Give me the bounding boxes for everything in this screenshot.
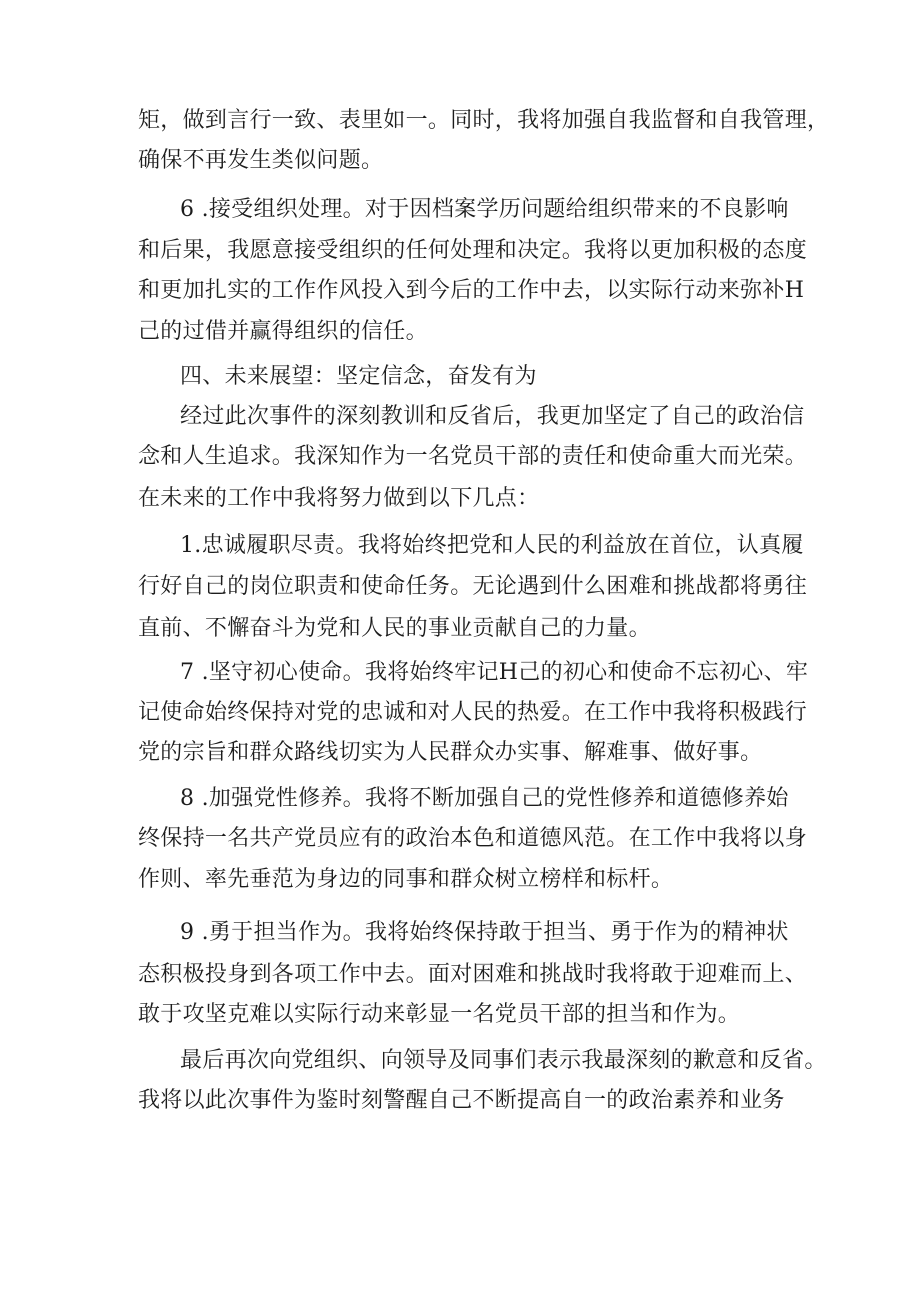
text-line: 终保持一名共产党员应有的政治本色和道德风范。在工作中我将以身 <box>138 826 808 851</box>
text-line: 行好自己的岗位职责和使命任务。无论遇到什么困难和挑战都将勇往 <box>138 574 808 599</box>
list-item-1: 1.忠诚履职尽责。我将始终把党和人民的利益放在首位，认真履 <box>180 533 804 558</box>
text-line: 在未来的工作中我将努力做到以下几点： <box>138 486 540 511</box>
list-item-8: 8 .加强党性修养。我将不断加强自己的党性修养和道德修养始 <box>180 786 789 811</box>
text-line: 态积极投身到各项工作中去。面对困难和挑战时我将敢于迎难而上、 <box>138 962 808 987</box>
paragraph-start: 经过此次事件的深刻教训和反省后，我更加坚定了自己的政治信 <box>180 404 805 429</box>
text-line: 矩，做到言行一致、表里如一。同时，我将加强自我监督和自我管理， <box>138 108 830 133</box>
text-line: 念和人生追求。我深知作为一名党员干部的责任和使命重大而光荣。 <box>138 444 808 469</box>
text-line: 我将以此次事件为鉴时刻警醒自己不断提高自一的政治素养和业务 <box>138 1088 785 1113</box>
text-line: 直前、不懈奋斗为党和人民的事业贡献自己的力量。 <box>138 616 651 641</box>
text-line: 己的过借并赢得组织的信任。 <box>138 319 428 344</box>
paragraph-start: 最后再次向党组织、向领导及同事们表示我最深刻的歉意和反省。 <box>180 1048 827 1073</box>
list-item-7: 7 .坚守初心使命。我将始终牢记H己的初心和使命不忘初心、牢 <box>180 660 809 685</box>
text-line: 敢于攻坚克难以实际行动来彰显一名党员干部的担当和作为。 <box>138 1002 741 1027</box>
text-line: 记使命始终保持对党的忠诚和对人民的热爱。在工作中我将积极践行 <box>138 700 808 725</box>
list-item-6: 6 .接受组织处理。对于因档案学历问题给组织带来的不良影响 <box>180 197 789 222</box>
text-line: 和后果，我愿意接受组织的任何处理和决定。我将以更加积极的态度 <box>138 238 808 263</box>
text-line: 和更加扎实的工作作风投入到今后的工作中去，以实际行动来弥补H <box>138 278 805 303</box>
section-heading: 四、未来展望：坚定信念，奋发有为 <box>180 364 537 389</box>
text-line: 作则、率先垂范为身边的同事和群众树立榜样和标杆。 <box>138 867 674 892</box>
list-item-9: 9 .勇于担当作为。我将始终保持敢于担当、勇于作为的精神状 <box>180 920 789 945</box>
text-line: 确保不再发生类似问题。 <box>138 148 384 173</box>
text-line: 党的宗旨和群众路线切实为人民群众办实事、解难事、做好事。 <box>138 740 763 765</box>
